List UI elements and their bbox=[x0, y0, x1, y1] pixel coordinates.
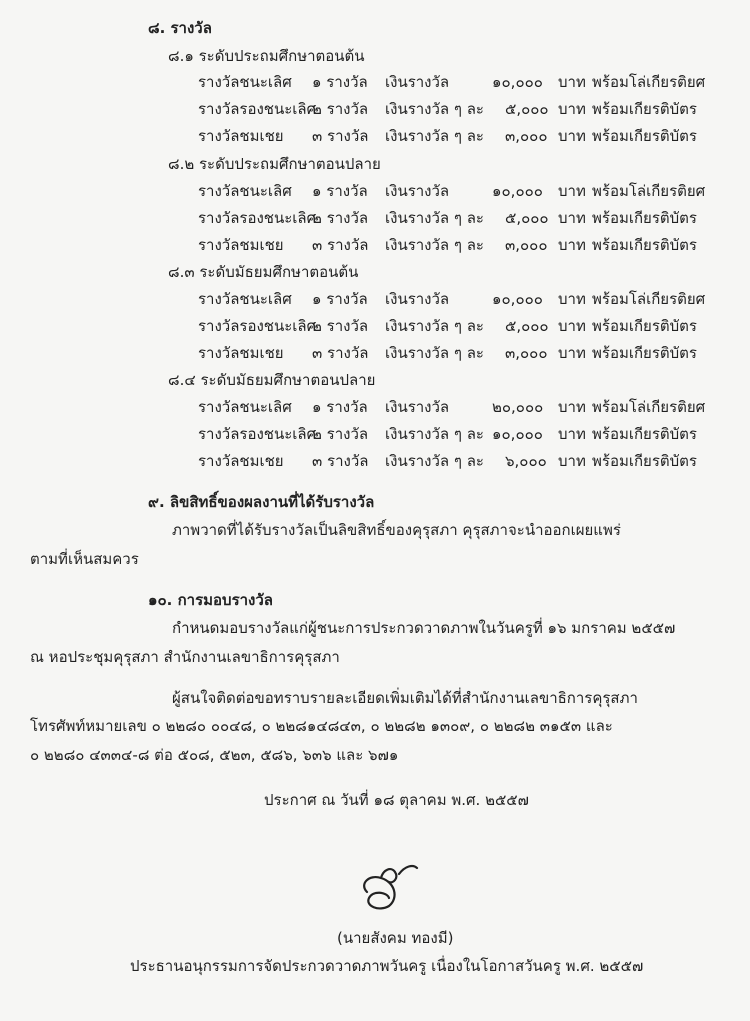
prize-unit: บาท bbox=[558, 100, 586, 118]
prize-money-label: เงินรางวัล bbox=[385, 182, 450, 200]
prize-extra: พร้อมเกียรติบัตร bbox=[592, 127, 697, 145]
prize-unit: บาท bbox=[558, 290, 586, 308]
prize-unit: บาท bbox=[558, 209, 586, 227]
prize-amount: ๕,๐๐๐ bbox=[505, 209, 549, 227]
section-8-heading: ๘. รางวัล bbox=[148, 19, 212, 37]
prize-amount: ๒๐,๐๐๐ bbox=[492, 398, 544, 416]
prize-unit: บาท bbox=[558, 398, 586, 416]
prize-money-label: เงินรางวัล bbox=[385, 290, 450, 308]
prize-amount: ๓,๐๐๐ bbox=[505, 344, 548, 362]
prize-name: รางวัลรองชนะเลิศ bbox=[198, 209, 317, 227]
prize-money-label: เงินรางวัล ๆ ละ bbox=[385, 317, 484, 335]
prize-name: รางวัลชมเชย bbox=[198, 236, 284, 254]
copyright-text-line2: ตามที่เห็นสมควร bbox=[30, 550, 139, 568]
prize-count: ๒ รางวัล bbox=[312, 209, 369, 227]
signer-name: (นายสังคม ทองมี) bbox=[337, 929, 454, 947]
prize-unit: บาท bbox=[558, 73, 586, 91]
prize-count: ๑ รางวัล bbox=[312, 182, 368, 200]
prize-extra: พร้อมเกียรติบัตร bbox=[592, 209, 697, 227]
prize-extra: พร้อมเกียรติบัตร bbox=[592, 317, 697, 335]
prize-amount: ๑๐,๐๐๐ bbox=[492, 290, 543, 308]
award-text-line1: กำหนดมอบรางวัลแก่ผู้ชนะการประกวดวาดภาพในวันครูที่ ๑๖ มกราคม ๒๕๕๗ bbox=[172, 619, 676, 637]
section-9-heading: ๙. ลิขสิทธิ์ของผลงานที่ได้รับรางวัล bbox=[148, 493, 375, 511]
prize-money-label: เงินรางวัล ๆ ละ bbox=[385, 127, 484, 145]
prize-amount: ๑๐,๐๐๐ bbox=[492, 182, 543, 200]
contact-line2: โทรศัพท์หมายเลข ๐ ๒๒๘๐ ๐๐๔๘, ๐ ๒๒๘๑๔๘๔๓, ๐ ๒๒๘๒ ๑๓๐๙, ๐ ๒๒๘๒ ๓๑๕๓ และ bbox=[30, 717, 613, 735]
prize-amount: ๑๐,๐๐๐ bbox=[492, 73, 543, 91]
prize-money-label: เงินรางวัล ๆ ละ bbox=[385, 344, 484, 362]
prize-count: ๓ รางวัล bbox=[312, 127, 369, 145]
prize-extra: พร้อมโล่เกียรติยศ bbox=[592, 73, 706, 91]
prize-count: ๒ รางวัล bbox=[312, 425, 369, 443]
level-title: ๘.๓ ระดับมัธยมศึกษาตอนต้น bbox=[168, 263, 359, 281]
prize-count: ๑ รางวัล bbox=[312, 290, 368, 308]
section-10-heading: ๑๐. การมอบรางวัล bbox=[148, 591, 273, 609]
prize-name: รางวัลชนะเลิศ bbox=[198, 290, 292, 308]
prize-money-label: เงินรางวัล ๆ ละ bbox=[385, 452, 484, 470]
level-title: ๘.๒ ระดับประถมศึกษาตอนปลาย bbox=[168, 155, 381, 173]
prize-name: รางวัลชมเชย bbox=[198, 452, 284, 470]
prize-unit: บาท bbox=[558, 452, 586, 470]
prize-name: รางวัลชนะเลิศ bbox=[198, 182, 292, 200]
prize-money-label: เงินรางวัล ๆ ละ bbox=[385, 236, 484, 254]
prize-name: รางวัลรองชนะเลิศ bbox=[198, 425, 317, 443]
contact-line1: ผู้สนใจติดต่อขอทราบรายละเอียดเพิ่มเติมได้ที่สำนักงานเลขาธิการคุรุสภา bbox=[172, 689, 638, 707]
prize-extra: พร้อมเกียรติบัตร bbox=[592, 425, 697, 443]
prize-count: ๒ รางวัล bbox=[312, 100, 369, 118]
prize-extra: พร้อมโล่เกียรติยศ bbox=[592, 182, 706, 200]
signer-title: ประธานอนุกรรมการจัดประกวดวาดภาพวันครู เนื่องในโอกาสวันครู พ.ศ. ๒๕๕๗ bbox=[130, 957, 644, 975]
prize-unit: บาท bbox=[558, 236, 586, 254]
prize-count: ๑ รางวัล bbox=[312, 398, 368, 416]
signature-icon bbox=[355, 858, 425, 918]
copyright-text-line1: ภาพวาดที่ได้รับรางวัลเป็นลิขสิทธิ์ของคุรุสภา คุรุสภาจะนำออกเผยแพร่ bbox=[172, 521, 621, 539]
prize-name: รางวัลชนะเลิศ bbox=[198, 398, 292, 416]
level-title: ๘.๔ ระดับมัธยมศึกษาตอนปลาย bbox=[168, 371, 376, 389]
prize-count: ๓ รางวัล bbox=[312, 344, 369, 362]
prize-name: รางวัลชมเชย bbox=[198, 127, 284, 145]
prize-count: ๒ รางวัล bbox=[312, 317, 369, 335]
prize-unit: บาท bbox=[558, 425, 586, 443]
prize-extra: พร้อมเกียรติบัตร bbox=[592, 452, 697, 470]
prize-name: รางวัลรองชนะเลิศ bbox=[198, 100, 317, 118]
prize-name: รางวัลชมเชย bbox=[198, 344, 284, 362]
announcement-date: ประกาศ ณ วันที่ ๑๘ ตุลาคม พ.ศ. ๒๕๕๗ bbox=[264, 791, 529, 809]
prize-unit: บาท bbox=[558, 182, 586, 200]
prize-money-label: เงินรางวัล bbox=[385, 73, 450, 91]
level-title: ๘.๑ ระดับประถมศึกษาตอนต้น bbox=[168, 47, 365, 65]
prize-name: รางวัลรองชนะเลิศ bbox=[198, 317, 317, 335]
prize-amount: ๑๐,๐๐๐ bbox=[492, 425, 543, 443]
prize-money-label: เงินรางวัล ๆ ละ bbox=[385, 100, 484, 118]
prize-extra: พร้อมเกียรติบัตร bbox=[592, 236, 697, 254]
prize-amount: ๕,๐๐๐ bbox=[505, 317, 549, 335]
prize-unit: บาท bbox=[558, 127, 586, 145]
prize-amount: ๖,๐๐๐ bbox=[505, 452, 547, 470]
prize-amount: ๓,๐๐๐ bbox=[505, 127, 548, 145]
contact-line3: ๐ ๒๒๘๐ ๔๓๓๔-๘ ต่อ ๕๐๘, ๕๒๓, ๕๘๖, ๖๓๖ และ ๖๗๑ bbox=[30, 746, 399, 764]
prize-unit: บาท bbox=[558, 317, 586, 335]
prize-name: รางวัลชนะเลิศ bbox=[198, 73, 292, 91]
prize-money-label: เงินรางวัล ๆ ละ bbox=[385, 425, 484, 443]
prize-count: ๓ รางวัล bbox=[312, 236, 369, 254]
prize-amount: ๓,๐๐๐ bbox=[505, 236, 548, 254]
prize-extra: พร้อมเกียรติบัตร bbox=[592, 100, 697, 118]
prize-money-label: เงินรางวัล ๆ ละ bbox=[385, 209, 484, 227]
prize-count: ๑ รางวัล bbox=[312, 73, 368, 91]
prize-extra: พร้อมโล่เกียรติยศ bbox=[592, 398, 706, 416]
prize-unit: บาท bbox=[558, 344, 586, 362]
award-text-line2: ณ หอประชุมคุรุสภา สำนักงานเลขาธิการคุรุสภา bbox=[30, 648, 340, 666]
prize-amount: ๕,๐๐๐ bbox=[505, 100, 549, 118]
prize-extra: พร้อมเกียรติบัตร bbox=[592, 344, 697, 362]
prize-count: ๓ รางวัล bbox=[312, 452, 369, 470]
prize-money-label: เงินรางวัล bbox=[385, 398, 450, 416]
prize-extra: พร้อมโล่เกียรติยศ bbox=[592, 290, 706, 308]
